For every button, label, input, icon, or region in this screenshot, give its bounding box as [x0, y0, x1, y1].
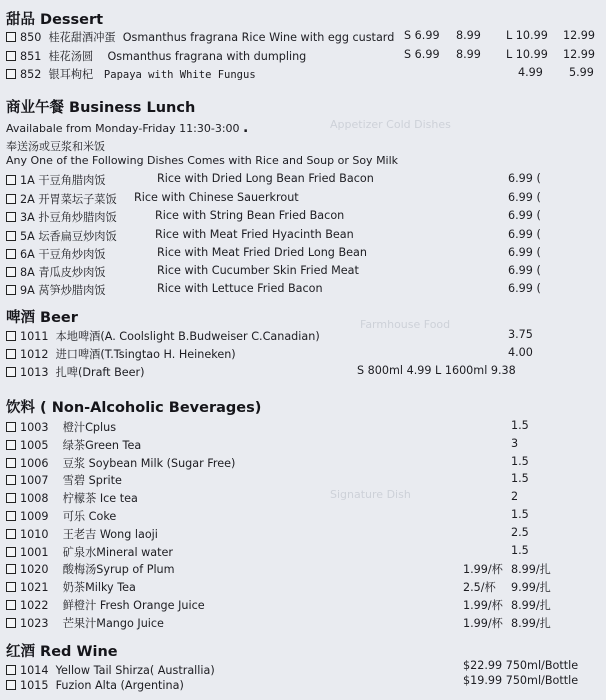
- lunch-availability: Availabale from Monday-Friday 11:30-3:00 .: [6, 120, 249, 136]
- dessert-small-price: S 6.99: [404, 48, 440, 61]
- lunch-price: 6.99 (: [508, 282, 541, 295]
- lunch-dish-name: Rice with Lettuce Fried Bacon: [157, 282, 323, 295]
- checkbox[interactable]: [6, 600, 16, 610]
- dessert-large-price: L 10.99: [506, 48, 548, 61]
- lunch-row: 2A 开胃菜坛子菜饭: [6, 191, 117, 207]
- checkbox[interactable]: [6, 349, 16, 359]
- beverage-price: 1.5: [511, 508, 529, 521]
- checkbox[interactable]: [6, 212, 16, 222]
- checkbox[interactable]: [6, 529, 16, 539]
- lunch-dish-name: Rice with Cucumber Skin Fried Meat: [157, 264, 359, 277]
- lunch-dish-name: Rice with Meat Fried Hyacinth Bean: [155, 228, 354, 241]
- dessert-large-price: 4.99: [518, 66, 543, 79]
- lunch-subtitle-cn: 奉送汤或豆浆和米饭: [6, 140, 105, 153]
- dessert-small-price-2: 8.99: [456, 29, 481, 42]
- beer-price: 3.75: [508, 328, 533, 341]
- lunch-dish-name: Rice with Chinese Sauerkrout: [134, 191, 299, 204]
- lunch-price: 6.99 (: [508, 264, 541, 277]
- dessert-small-price-2: 8.99: [456, 48, 481, 61]
- dessert-large-price: L 10.99: [506, 29, 548, 42]
- beer-heading: 啤酒 Beer: [6, 310, 78, 326]
- beverage-row: 1009 可乐 Coke: [6, 508, 116, 524]
- wine-price: $19.99 750ml/Bottle: [463, 674, 579, 687]
- beverage-row: 1010 王老吉 Wong laoji: [6, 526, 158, 542]
- checkbox[interactable]: [6, 32, 16, 42]
- beverage-price: 2.5/杯: [463, 581, 496, 595]
- beer-price: S 800ml 4.99 L 1600ml 9.38: [357, 364, 516, 377]
- beverage-row: 1003 橙汁Cplus: [6, 419, 116, 435]
- lunch-row: 8A 青瓜皮炒肉饭: [6, 264, 105, 280]
- beverage-row: 1008 柠檬茶 Ice tea: [6, 490, 138, 506]
- lunch-dish-name: Rice with Meat Fried Dried Long Bean: [157, 246, 367, 259]
- checkbox[interactable]: [6, 194, 16, 204]
- beverage-price: 1.99/杯: [463, 616, 503, 630]
- beer-price: 4.00: [508, 346, 533, 359]
- beverage-price: 1.5: [511, 472, 529, 486]
- beverage-price: 1.99/杯: [463, 563, 503, 577]
- beverage-row: 1001 矿泉水Mineral water: [6, 544, 173, 560]
- dessert-row: 850 桂花甜酒冲蛋 Osmanthus fragrana Rice Wine with egg custard: [6, 29, 394, 45]
- wine-row: 1014 Yellow Tail Shirza( Australlia): [6, 664, 215, 677]
- checkbox[interactable]: [6, 367, 16, 377]
- checkbox[interactable]: [6, 564, 16, 574]
- checkbox[interactable]: [6, 475, 16, 485]
- beverage-price: 1.5: [511, 543, 529, 557]
- beverage-pitcher-price: 9.99/扎: [511, 581, 551, 595]
- dessert-heading: 甜品 Dessert: [6, 12, 104, 28]
- beverage-price: 3: [511, 436, 519, 450]
- checkbox[interactable]: [6, 331, 16, 341]
- beverages-heading: 饮料 ( Non-Alcoholic Beverages): [6, 400, 262, 416]
- beverage-pitcher-price: 8.99/扎: [511, 599, 551, 612]
- beverage-row: 1022 鲜橙汁 Fresh Orange Juice: [6, 597, 205, 613]
- lunch-price: 6.99 (: [508, 228, 541, 241]
- dessert-large-price-2: 12.99: [563, 48, 596, 61]
- beverage-price: 1.5: [511, 454, 529, 468]
- checkbox[interactable]: [6, 458, 16, 468]
- beverage-row: 1021 奶茶Milky Tea: [6, 579, 136, 595]
- checkbox[interactable]: [6, 440, 16, 450]
- dessert-row: 851 桂花汤圆 Osmanthus fragrana with dumpling: [6, 48, 306, 64]
- checkbox[interactable]: [6, 582, 16, 592]
- beverage-pitcher-price: 8.99/扎: [511, 563, 551, 577]
- wine-price: $22.99 750ml/Bottle: [463, 659, 579, 672]
- checkbox[interactable]: [6, 422, 16, 432]
- beverage-row: 1007 雪碧 Sprite: [6, 472, 122, 488]
- wine-row: 1015 Fuzion Alta (Argentina): [6, 679, 184, 692]
- wine-heading: 红酒 Red Wine: [6, 644, 118, 660]
- beverage-pitcher-price: 8.99/扎: [511, 616, 551, 630]
- beverage-row: 1005 绿茶Green Tea: [6, 437, 141, 453]
- beverage-price: 1.5: [511, 419, 529, 432]
- lunch-note: Any One of the Following Dishes Comes with Rice and Soup or Soy Milk: [6, 154, 399, 167]
- beer-row: 1012 进口啤酒(T.Tsingtao H. Heineken): [6, 346, 236, 362]
- lunch-price: 6.99 (: [508, 246, 541, 259]
- checkbox[interactable]: [6, 511, 16, 521]
- checkbox[interactable]: [6, 618, 16, 628]
- checkbox[interactable]: [6, 680, 16, 690]
- lunch-dish-name: Rice with String Bean Fried Bacon: [155, 209, 345, 222]
- beverage-row: 1020 酸梅汤Syrup of Plum: [6, 561, 175, 577]
- dessert-large-price-2: 5.99: [569, 66, 594, 79]
- dessert-small-price: S 6.99: [404, 29, 440, 42]
- lunch-row: 5A 坛香扁豆炒肉饭: [6, 228, 117, 244]
- checkbox[interactable]: [6, 547, 16, 557]
- beverage-row: 1006 豆浆 Soybean Milk (Sugar Free): [6, 455, 235, 471]
- beer-row: 1013 扎啤(Draft Beer): [6, 364, 145, 380]
- checkbox[interactable]: [6, 665, 16, 675]
- checkbox[interactable]: [6, 285, 16, 295]
- lunch-row: 1A 干豆角腊肉饭: [6, 172, 105, 188]
- checkbox[interactable]: [6, 493, 16, 503]
- checkbox[interactable]: [6, 249, 16, 259]
- dessert-row: 852 银耳枸杞 Papaya with White Fungus: [6, 66, 256, 82]
- lunch-row: 9A 莴笋炒腊肉饭: [6, 282, 105, 298]
- beverage-price: 2.5: [511, 525, 529, 539]
- beverage-row: 1023 芒果汁Mango Juice: [6, 615, 164, 631]
- checkbox[interactable]: [6, 51, 16, 61]
- lunch-row: 3A 扑豆角炒腊肉饭: [6, 209, 117, 225]
- checkbox[interactable]: [6, 69, 16, 79]
- lunch-row: 6A 干豆角炒肉饭: [6, 246, 105, 262]
- beverage-price: 1.99/杯: [463, 599, 503, 612]
- lunch-price: 6.99 (: [508, 172, 541, 185]
- beer-row: 1011 本地啤酒(A. Coolslight B.Budweiser C.Canadian): [6, 328, 320, 344]
- menu-page: Appetizer Cold Dishes Farmhouse Food Signature Dish 甜品 Dessert 850 桂花甜酒冲蛋 Osmanthus fragrana Rice Wine with egg custard S 6.99 8.99 L 10.99 12.99 851 桂花汤圆 Osmanthus fragrana with dumpling S 6.99 8.99 L 10.99 12.99 852 银耳枸杞 Papaya with White Fungus 4.99 5.99 商业午餐 Business Lunch Availabale from Monday-Friday 11:30-3:00 . 奉送汤或豆浆和米饭 Any One of the Following Dishes Comes with Rice and Soup or Soy Milk 1A 干豆角腊肉饭 Rice with Dried Long Bean Fried Bacon 6.99 ( 2A 开胃菜坛子菜饭 Rice with Chinese Sauerkrout 6.99 ( 3A 扑豆角炒腊肉饭 Rice with String Bean Fried Bacon 6.99 ( 5A 坛香扁豆炒肉饭 Rice with Meat Fried Hyacinth Bean 6.99 ( 6A 干豆角炒肉饭 Rice with Meat Fried Dried Long Bean 6.99 ( 8A 青瓜皮炒肉饭 Rice with Cucumber Skin Fried Meat 6.99 ( 9A 莴笋炒腊肉饭 Rice with Lettuce Fried Bacon 6.99 ( 啤酒 Beer 1011 本地啤酒(A. Coolslight B.Budweiser C.Canadian) 3.75 1012 进口啤酒(T.Tsingtao H. Heineken) 4.00 1013 扎啤(Draft Beer) S 800ml 4.99 L 1600ml 9.38 饮料 ( Non-Alcoholic Beverages) 1003 橙汁Cplus 1.5 1005 绿茶Green Tea 3 1006 豆浆 Soybean Milk (Sugar Free) 1.5 1007 雪碧 Sprite 1.5 1008 柠檬茶 Ice tea 2 1009 可乐 Coke 1.5 1010 王老吉 Wong laoji 2.5 1001 矿泉水Mineral water 1.5 1020 酸梅汤Syrup of Plum 1.99/杯 8.99/扎 1021 奶茶Milky Tea 2.5/杯 9.99/扎 1022 鲜橙汁 Fresh Orange Juice 1.99/杯 8.99/扎 1023 芒果汁Mango Juice 1.99/杯 8.99/扎 红酒 Red Wine 1014 Yellow Tail Shirza( Australlia) $22.99 750ml/Bottle 1015 Fuzion Alta (Argentina) $19.99 750ml/Bottle: [0, 0, 606, 700]
- checkbox[interactable]: [6, 231, 16, 241]
- lunch-price: 6.99 (: [508, 209, 541, 222]
- lunch-heading: 商业午餐 Business Lunch: [6, 100, 196, 116]
- dessert-large-price-2: 12.99: [563, 29, 596, 42]
- checkbox[interactable]: [6, 175, 16, 185]
- beverage-price: 2: [511, 490, 519, 504]
- lunch-dish-name: Rice with Dried Long Bean Fried Bacon: [157, 172, 374, 185]
- lunch-price: 6.99 (: [508, 191, 541, 204]
- checkbox[interactable]: [6, 267, 16, 277]
